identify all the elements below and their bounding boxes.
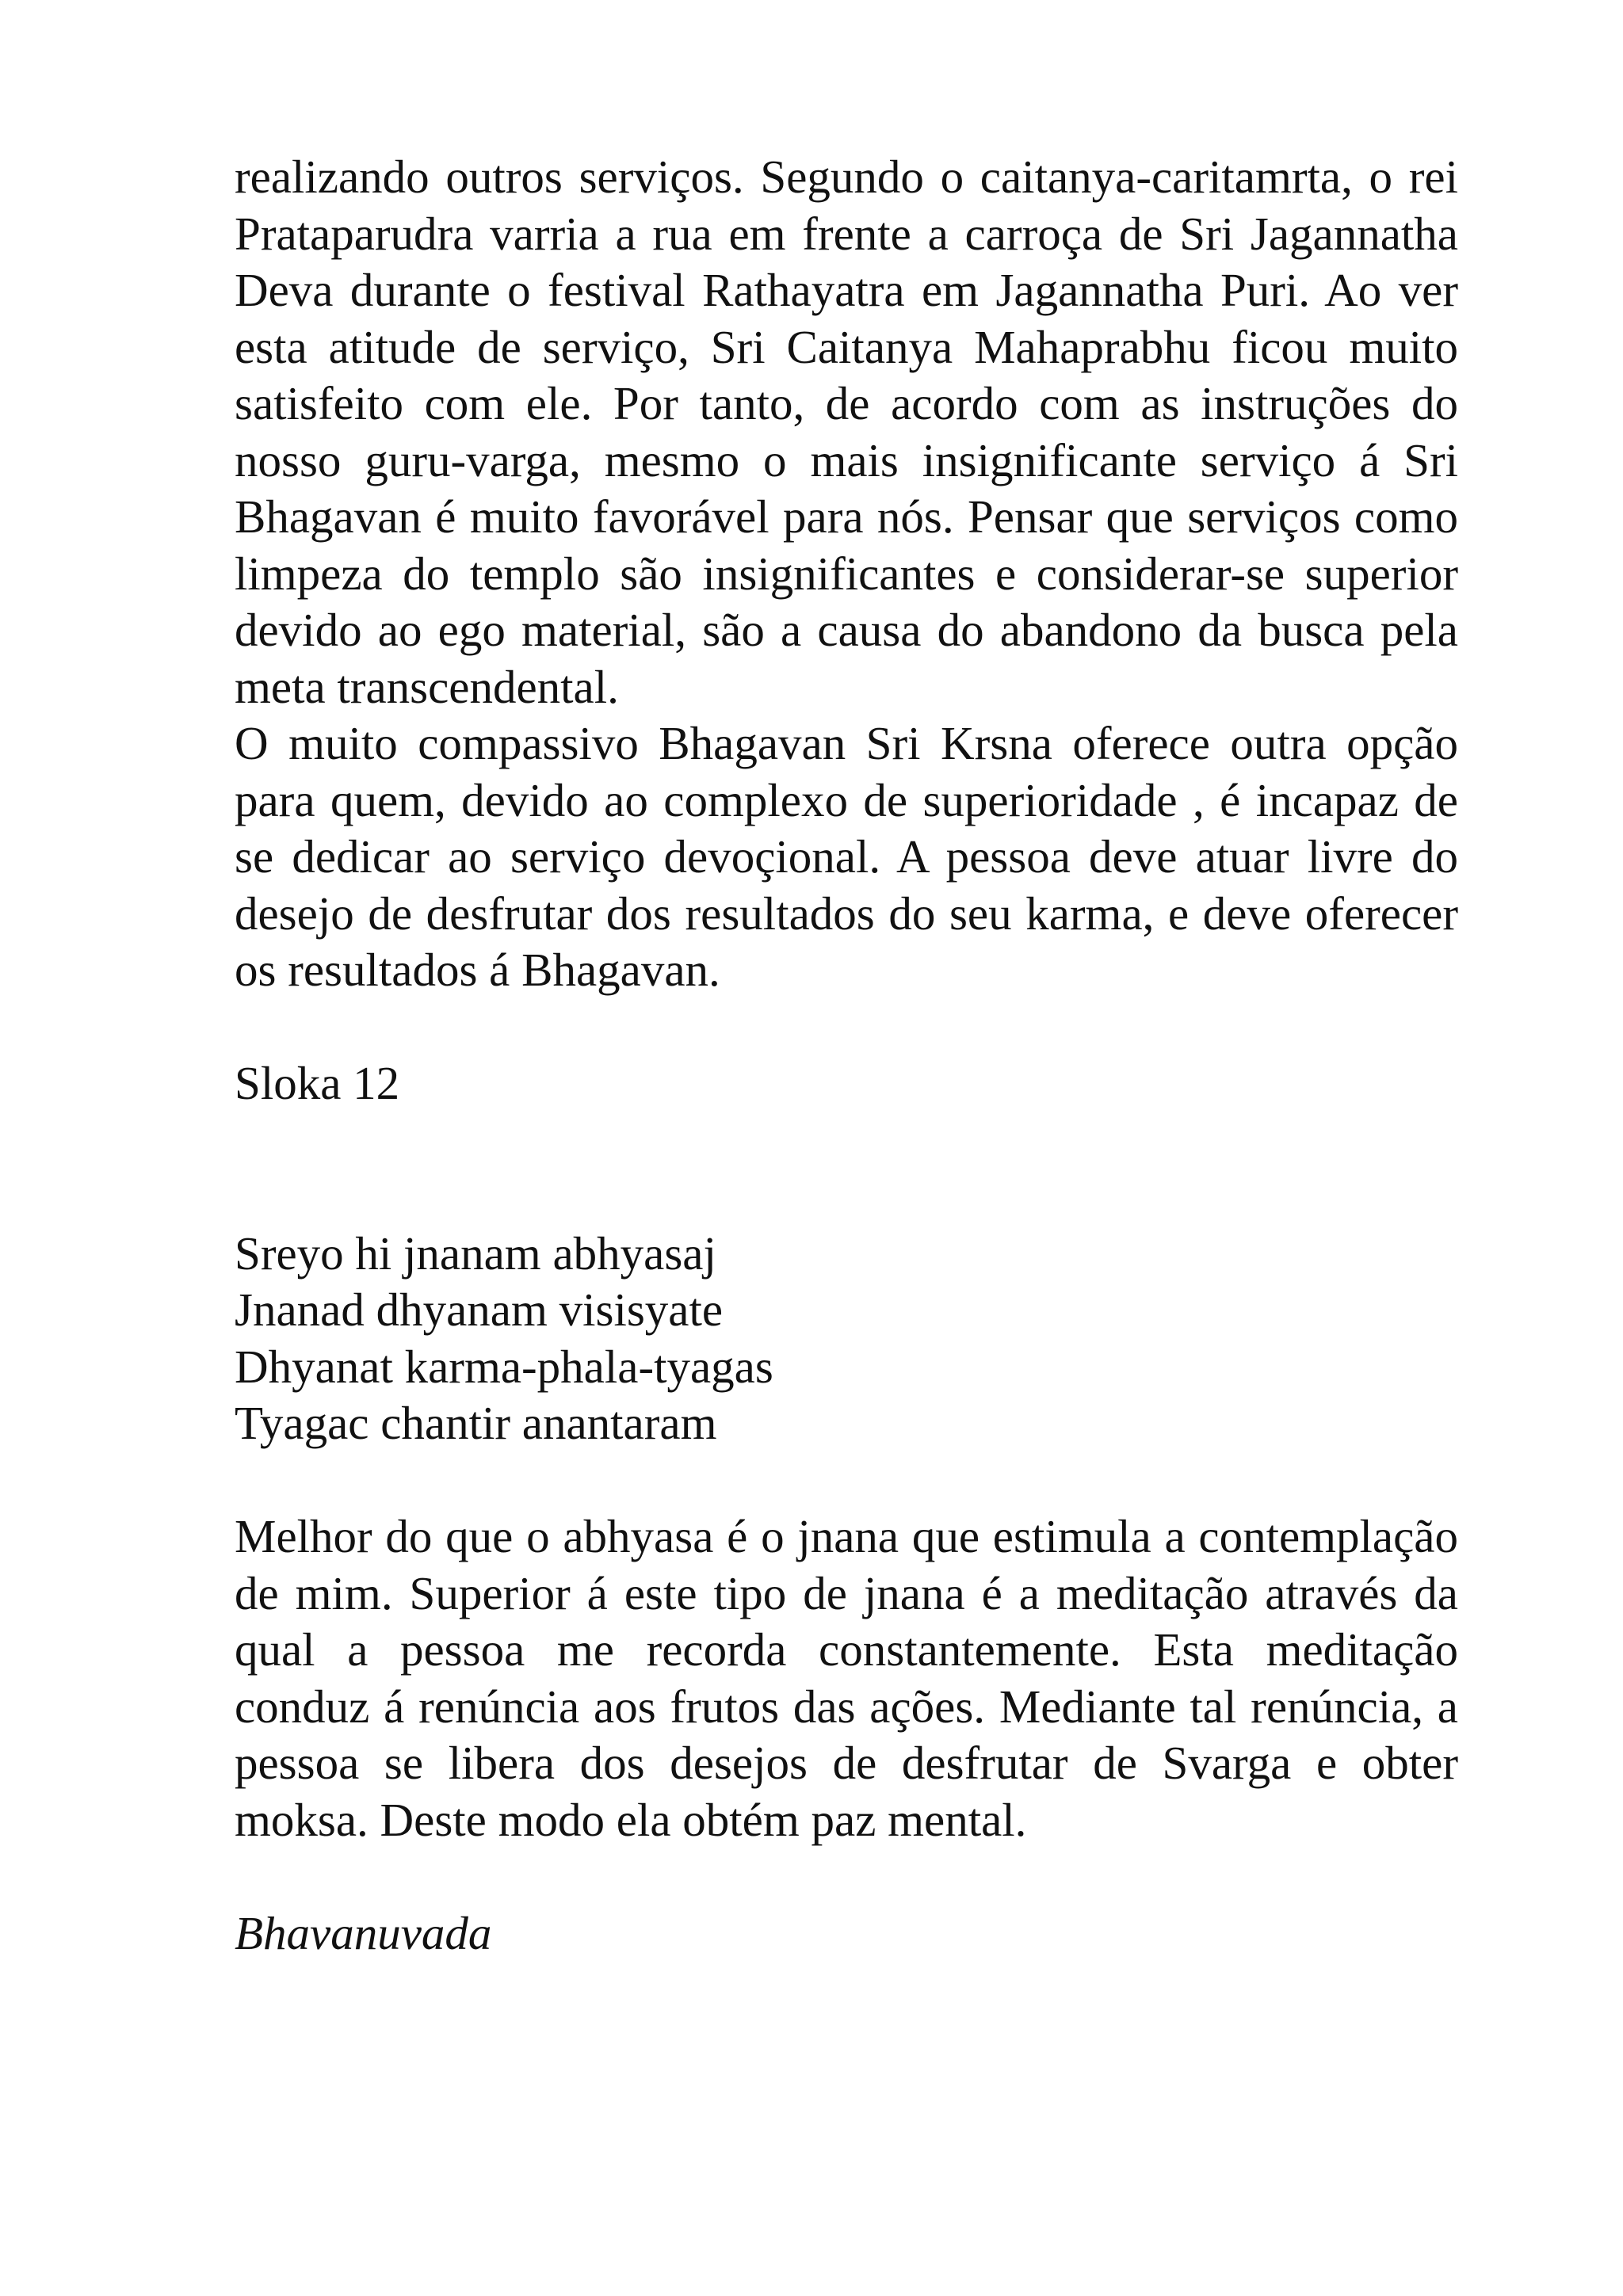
verse-block [235, 1226, 1458, 1452]
verse-line: Sreyo hi jnanam abhyasaj [235, 1226, 716, 1280]
spacer [235, 999, 1458, 1056]
translation-paragraph: Melhor do que o abhyasa é o jnana que estimula a contemplação de mim. Superior á este tipo de jnana é a meditação através da qual a pessoa me recorda constantemente. Esta meditação conduz á renúncia aos frutos das ações. Mediante tal renúncia, a pessoa se libera dos desejos de desfrutar de Svarga e obter moksa. Deste modo ela obtém paz mental. [235, 1510, 1458, 1846]
verse-line: Dhyanat karma-phala-tyagas [235, 1340, 773, 1393]
verse-line: Jnanad dhyanam visisyate [235, 1283, 724, 1336]
sloka-heading: Sloka 12 [235, 1057, 400, 1109]
section-heading-bhavanuvada: Bhavanuvada [235, 1906, 492, 1959]
spacer [235, 1452, 1458, 1509]
spacer [235, 1112, 1458, 1226]
body-paragraph-karma: O muito compassivo Bhagavan Sri Krsna oferece outra opção para quem, devido ao complexo de superioridade , é incapaz de se dedicar ao serviço devoçional. A pessoa deve atuar livre do desejo de desfrutar dos resultados do seu karma, e deve oferecer os resultados á Bhagavan. [235, 717, 1458, 996]
body-paragraph-service: realizando outros serviços. Segundo o caitanya-caritamrta, o rei Prataparudra varria a rua em frente a carroça de Sri Jagannatha Deva durante o festival Rathayatra em Jagannatha Puri. Ao ver esta atitude de serviço, Sri Caitanya Mahaprabhu ficou muito satisfeito com ele. Por tanto, de acordo com as instruções do nosso guru-varga, mesmo o mais insignificante serviço á Sri Bhagavan é muito favorável para nós. Pensar que serviços como limpeza do templo são insignificantes e considerar-se superior devido ao ego material, são a causa do abandono da busca pela meta transcendental. [235, 151, 1458, 713]
spacer [235, 1848, 1458, 1905]
verse-line: Tyagac chantir anantaram [235, 1397, 717, 1449]
document-page [235, 149, 1458, 1962]
